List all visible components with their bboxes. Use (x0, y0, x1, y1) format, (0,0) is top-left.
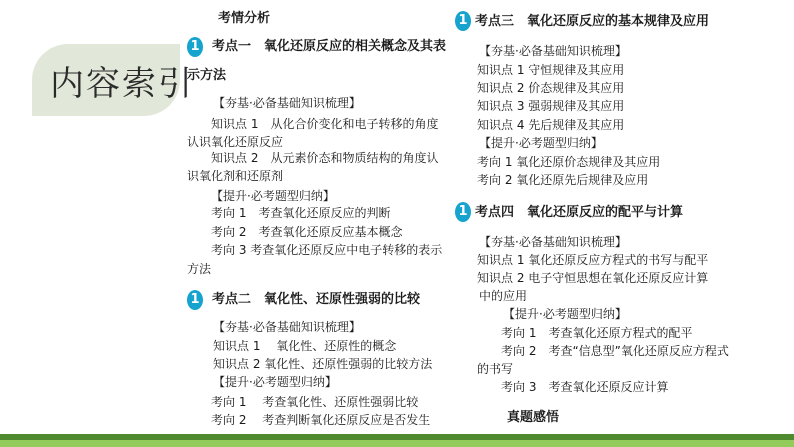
topic-4-basic: 【夯基·必备基础知识梳理】 (479, 235, 627, 249)
topic-1-point-1-cont: 认识氧化还原反应 (187, 135, 284, 149)
page-title: 内容索引 (50, 64, 194, 104)
number-badge-icon: 1 (187, 290, 203, 310)
topic-2-direction-1[interactable]: 考向 1 考查氧化性、还原性强弱比较 (211, 395, 419, 409)
topic-2-basic: 【夯基·必备基础知识梳理】 (213, 320, 361, 334)
topic-3-direction-2[interactable]: 考向 2 氧化还原先后规律及应用 (477, 173, 649, 187)
topic-3-point-4[interactable]: 知识点 4 先后规律及其应用 (477, 118, 625, 132)
topic-1-direction-1[interactable]: 考向 1 考查氧化还原反应的判断 (211, 206, 391, 220)
number-badge-icon: 1 (187, 37, 203, 57)
topic-2-direction-2[interactable]: 考向 2 考查判断氧化还原反应是否发生 (211, 413, 431, 427)
topic-1-direction-2[interactable]: 考向 2 考查氧化还原反应基本概念 (211, 225, 403, 239)
topic-1-direction-3-cont: 方法 (187, 262, 212, 276)
topic-4-direction-1[interactable]: 考向 1 考查氧化还原方程式的配平 (501, 326, 693, 340)
topic-4-title[interactable]: 考点四 氧化还原反应的配平与计算 (475, 205, 684, 220)
topic-3-point-2[interactable]: 知识点 2 价态规律及其应用 (477, 81, 625, 95)
topic-3-point-3[interactable]: 知识点 3 强弱规律及其应用 (477, 99, 625, 113)
topic-1-point-2-cont: 识氧化剂和还原剂 (187, 169, 284, 183)
topic-1-direction-3[interactable]: 考向 3 考查氧化还原反应中电子转移的表示 (211, 243, 443, 257)
topic-3-direction-1[interactable]: 考向 1 氧化还原价态规律及其应用 (477, 155, 661, 169)
topic-4-point-2-cont: 中的应用 (479, 289, 528, 303)
topic-3-title[interactable]: 考点三 氧化还原反应的基本规律及应用 (475, 14, 710, 29)
real-exam-heading[interactable]: 真题感悟 (507, 410, 560, 425)
number-badge-icon: 1 (455, 202, 471, 222)
topic-1-title-cont: 示方法 (187, 68, 227, 83)
topic-4-point-2[interactable]: 知识点 2 电子守恒思想在氧化还原反应计算 (477, 271, 709, 285)
topic-3-point-1[interactable]: 知识点 1 守恒规律及其应用 (477, 63, 625, 77)
topic-1-basic: 【夯基·必备基础知识梳理】 (213, 96, 361, 110)
number-badge-icon: 1 (455, 11, 471, 31)
topic-2-point-2[interactable]: 知识点 2 氧化性、还原性强弱的比较方法 (213, 357, 433, 371)
topic-1-point-1[interactable]: 知识点 1 从化合价变化和电子转移的角度 (211, 117, 439, 131)
topic-4-improve: 【提升·必考题型归纳】 (503, 307, 627, 321)
topic-3-basic: 【夯基·必备基础知识梳理】 (479, 44, 627, 58)
topic-4-point-1[interactable]: 知识点 1 氧化还原反应方程式的书写与配平 (477, 253, 709, 267)
topic-1-point-2[interactable]: 知识点 2 从元素价态和物质结构的角度认 (211, 151, 439, 165)
topic-3-improve: 【提升·必考题型归纳】 (479, 136, 603, 150)
topic-1-improve: 【提升·必考题型归纳】 (211, 189, 335, 203)
topic-4-direction-3[interactable]: 考向 3 考查氧化还原反应计算 (501, 380, 669, 394)
topic-2-title[interactable]: 考点二 氧化性、还原性强弱的比较 (212, 292, 421, 307)
topic-4-direction-2[interactable]: 考向 2 考查“信息型”氧化还原反应方程式 (501, 344, 729, 358)
topic-1-title[interactable]: 考点一 氧化还原反应的相关概念及其表 (212, 39, 447, 54)
topic-2-improve: 【提升·必考题型归纳】 (213, 375, 337, 389)
section-heading: 考情分析 (218, 11, 271, 26)
topic-2-point-1[interactable]: 知识点 1 氧化性、还原性的概念 (213, 339, 397, 353)
footer-bar-light (0, 440, 794, 447)
topic-4-direction-2-cont: 的书写 (477, 362, 514, 376)
